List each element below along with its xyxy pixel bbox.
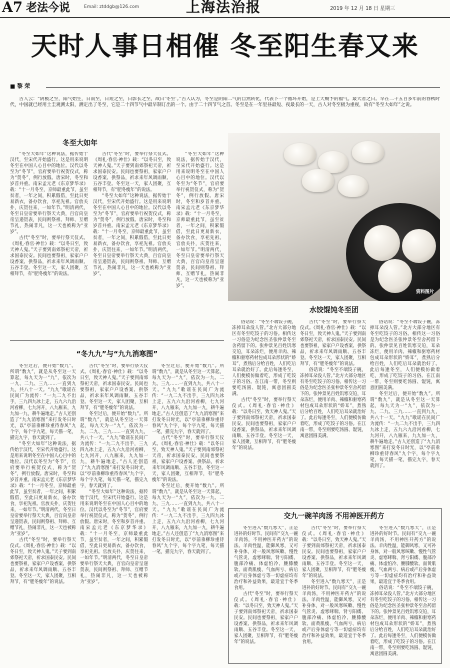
column-text: “冬至大如年”这种说法，据传始于汉代，至宋代开始盛行。这是用来说明冬至在中国人心目中的地位。汉代以冬至为“冬节”，官府要举行祝贺仪式，称为“贺冬”，例行放假。唐宋时，冬至和岁首并重。南宋孟元老《东京梦华录》载：“十一月冬至，京师最重此节，虽至贫者，一年之间，积累假借，至此日更易新衣，备办饮食，享祀先祖。官放关扑，庆贺往来，一如年节。”明清两代，冬至日皇帝要举行祭天大典，百官向皇帝呈递贺表，民间则祭祖、拜师、互赠节礼，热闹非凡，这一天也被称为“亚岁”。 (10, 442, 76, 537)
byline: ■ 黎 荣 (10, 84, 31, 90)
article-column-11 (302, 526, 366, 658)
column-text: “冬至大如年”这种说法，据传始于汉代，至宋代开始盛行。这是用来说明冬至在中国人心目中的地位。汉代以冬至为“冬节”，官府要举行祝贺仪式，称为“贺冬”，例行放假。唐宋时，冬至和岁首并重。南宋孟元老《东京梦华录》载：“十一月冬至，京师最重此节，虽至贫者，一年之间，积累假借，至此日更易新衣，备办饮食，享祀先祖。官放关扑，庆贺往来，一如年节。”明清两代，冬至日皇帝要举行祭天大典，百官向皇帝呈递贺表，民间则祭祖、拜师、互赠节礼，热闹非凡，这一天也被称为“亚岁”。 (80, 490, 148, 585)
section-title-mutton-soup: 交九一碗羊肉汤 不用神医开药方 (283, 512, 385, 520)
column-text: 俗话说：“冬至不端饺子碗，冻掉耳朵没人管。”北方大部分地区有冬至吃饺子的习俗。相传这一习俗是为纪念医圣张仲景冬至舍药留下的。张仲景见百姓饥寒交迫，耳朵冻烂，便用羊肉、辣椒和驱寒药材包成耳朵形状的“娇耳”，煮熟后分给百姓，人们吃后耳朵就治好了。此后每逢冬至，人们便模仿做着吃，形成了吃饺子的习俗。在江南一带，冬至则要吃汤圆、馄饨，寓意团圆美满。 (370, 586, 436, 657)
byline-bar (10, 86, 440, 90)
article-column-10 (234, 526, 298, 658)
tangyuan-ball (364, 225, 400, 261)
column-text: 古代“冬至”时，要举行祭天仪式。《周礼·春官·神仕》载：“以冬日至，致天神人鬼。”天子要到南郊祭祀天帝，祈求国泰民安。民间也要祭祖，家家户户设香案、供祭品，祈求来年风调雨顺、五谷丰登。冬至这一天，家人团聚，互相拜节，有“肥冬瘦年”的说法。 (10, 538, 76, 585)
column-text: 古代“冬至”时，要举行祭天仪式。《周礼·春官·神仕》载：“以冬日至，致天神人鬼。”天子要到南郊祭祀天帝，祈求国泰民安。民间也要祭祖，家家户户设香案、供祭品，祈求来年风调雨顺、五谷丰登。冬至这一天，家人团聚，互相拜节，有“肥冬瘦年”的说法。 (232, 398, 296, 451)
section-title-winter-solstice: 冬至大如年 (62, 139, 98, 147)
column-text: 冬至过后，便开始“数九”。所谓“数九”，就是从冬至这一天算起，每九天为一“九”，依次为一九、二九、三九……一直到九九，共八十一天。“九九”歌谣在民间广为流传：“一九二九不出手，三九四九冰上走，五九六九沿河看柳，七九河开，八九雁来，九九加一九，耕牛遍地走。”古人还创造了“九九消寒图”来打发冬日时光，以“亭前垂柳珍重待春风”九个字，每个字九笔，每天描一笔，描完九字，春天就到了。 (152, 364, 224, 435)
lede-paragraph: 古人云：“阴极之至，阳气始生，日南至，日短之至，日影长之至，故曰‘冬至’。”古人认为，冬至是阴阳二气的自然转化，代表下一个循环开始，是上天赐予的福气。最大者之日。早在二千五百多年前的春秋时代，中国就已经用土圭观测太阳，测定出了冬至，它是二十四节气中最早制订出的一个。由于二十四节气之首。冬至是在一年里昼最短、夜最长的一天，古人对冬至极为重视，故有“冬至大如年”之说。 (10, 97, 440, 108)
column-text: 古代“冬至”时，要举行祭天仪式。《周礼·春官·神仕》载：“以冬日至，致天神人鬼。”天子要到南郊祭祀天帝，祈求国泰民安。民间也要祭祖，家家户户设香案、供祭品，祈求来年风调雨顺、五谷丰登。冬至这一天，家人团聚，互相拜节，有“肥冬瘦年”的说法。 (300, 320, 366, 367)
column-text: 古代“冬至”时，要举行祭天仪式。《周礼·春官·神仕》载：“以冬日至，致天神人鬼。”天子要到南郊祭祀天帝，祈求国泰民安。民间也要祭祖，家家户户设香案、供祭品，祈求来年风调雨顺、五谷丰登。冬至这一天，家人团聚，互相拜节，有“肥冬瘦年”的说法。 (93, 152, 171, 193)
column-text: 古代“冬至”时，要举行祭天仪式。《周礼·春官·神仕》载：“以冬日至，致天神人鬼。”天子要到南郊祭祀天帝，祈求国泰民安。民间也要祭祖，家家户户设香案、供祭品，祈求来年风调雨顺、五谷丰登。冬至这一天，家人团聚，互相拜节，有“肥冬瘦年”的说法。 (10, 236, 88, 277)
email: Email: ztddgb@126.com (84, 5, 140, 10)
dumpling-shape (284, 143, 316, 165)
divider (10, 340, 224, 341)
column-text: 古代“冬至”时，要举行祭天仪式。《周礼·春官·神仕》载：“以冬日至，致天神人鬼。”天子要到南郊祭祀天帝，祈求国泰民安。民间也要祭祖，家家户户设香案、供祭品，祈求来年风调雨顺、五谷丰登。冬至这一天，家人团聚，互相拜节，有“肥冬瘦年”的说法。 (80, 364, 148, 411)
column-text: “冬至大如年”这种说法，据传始于汉代，至宋代开始盛行。这是用来说明冬至在中国人心目中的地位。汉代以冬至为“冬节”，官府要举行祝贺仪式，称为“贺冬”，例行放假。唐宋时，冬至和岁首并重。南宋孟元老《东京梦华录》载：“十一月冬至，京师最重此节，虽至贫者，一年之间，积累假借，至此日更易新衣，备办饮食，享祀先祖。官放关扑，庆贺往来，一如年节。”明清两代，冬至日皇帝要举行祭天大典，百官向皇帝呈递贺表，民间则祭祖、拜师、互赠节礼，热闹非凡，这一天也被称为“亚岁”。 (10, 152, 88, 235)
column-text: “冬至大如年”这种说法，据传始于汉代，至宋代开始盛行。这是用来说明冬至在中国人心目中的地位。汉代以冬至为“冬节”，官府要举行祝贺仪式，称为“贺冬”，例行放假。唐宋时，冬至和岁首并重。南宋孟元老《东京梦华录》载：“十一月冬至，京师最重此节，虽至贫者，一年之间，积累假借，至此日更易新衣，备办饮食，享祀先祖。官放关扑，庆贺往来，一如年节。”明清两代，冬至日皇帝要举行祭天大典，百官向皇帝呈递贺表，民间则祭祖、拜师、互赠节礼，热闹非凡，这一天也被称为“亚岁”。 (93, 194, 171, 277)
article-column-12 (370, 526, 436, 658)
column-text: 俗话说：“冬至不端饺子碗，冻掉耳朵没人管。”北方大部分地区有冬至吃饺子的习俗。相传这一习俗是为纪念医圣张仲景冬至舍药留下的。张仲景见百姓饥寒交迫，耳朵冻烂，便用羊肉、辣椒和驱寒药材包成耳朵形状的“娇耳”，煮熟后分给百姓，人们吃后耳朵就治好了。此后每逢冬至，人们便模仿做着吃，形成了吃饺子的习俗。在江南一带，冬至则要吃汤圆、馄饨，寓意团圆美满。 (232, 320, 296, 397)
newspaper-logo: 上海法治报 (186, 0, 261, 16)
dumpling-shape (338, 175, 368, 197)
column-text: 俗话说：“冬至不端饺子碗，冻掉耳朵没人管。”北方大部分地区有冬至吃饺子的习俗。相传这一习俗是为纪念医圣张仲景冬至舍药留下的。张仲景见百姓饥寒交迫，耳朵冻烂，便用羊肉、辣椒和驱寒药材包成耳朵形状的“娇耳”，煮熟后分给百姓，人们吃后耳朵就治好了。此后每逢冬至，人们便模仿做着吃，形成了吃饺子的习俗。在江南一带，冬至则要吃汤圆、馄饨，寓意团圆美满。 (370, 320, 440, 391)
tangyuan-ball (402, 229, 436, 263)
issue-date: 2019 年 12 月 18 日 星期三 (330, 6, 395, 12)
article-column-8 (300, 320, 366, 506)
section-name: 老法今说 (26, 1, 70, 14)
column-text: 古代“冬至”时，要举行祭天仪式。《周礼·春官·神仕》载：“以冬日至，致天神人鬼。”天子要到南郊祭祀天帝，祈求国泰民安。民间也要祭祖，家家户户设香案、供祭品，祈求来年风调雨顺、五谷丰登。冬至这一天，家人团聚，互相拜节，有“肥冬瘦年”的说法。 (152, 436, 224, 483)
column-text: 冬至进入“数九寒天”，正是进补的好时节。民间有“交九一碗羊肉汤，不用神医开药方”的说法。羊肉性温，能御风寒，又可补身体，对一般风寒咳嗽、慢性气管炎、虚寒哮喘、肾亏阳痿、腹部冷痛、体虚怕冷、腰膝酸软、面黄肌瘦、气血两亏、病后或产后身体虚亏等一切虚症均有治疗和补益效果，最适宜于冬季食用。 (302, 580, 366, 645)
article-column-5 (80, 364, 148, 660)
section-title-nine-nines: “冬九九”与“九九消寒图” (76, 350, 158, 358)
column-text: 古代“冬至”时，要举行祭天仪式。《周礼·春官·神仕》载：“以冬日至，致天神人鬼。”天子要到南郊祭祀天帝，祈求国泰民安。民间也要祭祖，家家户户设香案、供祭品，祈求来年风调雨顺、五谷丰登。冬至这一天，家人团聚，互相拜节，有“肥冬瘦年”的说法。 (234, 592, 298, 645)
article-column-2 (93, 152, 171, 334)
page-number: A7 (2, 0, 23, 16)
article-column-6 (152, 364, 224, 660)
section-title-dumplings: 水饺馄饨冬至团 (309, 306, 359, 314)
masthead (0, 0, 450, 18)
column-text: 冬至过后，便开始“数九”。所谓“数九”，就是从冬至这一天算起，每九天为一“九”，依次为一九、二九、三九……一直到九九，共八十一天。“九九”歌谣在民间广为流传：“一九二九不出手，三九四九冰上走，五九六九沿河看柳，七九河开，八九雁来，九九加一九，耕牛遍地走。”古人还创造了“九九消寒图”来打发冬日时光，以“亭前垂柳珍重待春风”九个字，每个字九笔，每天描一笔，描完九字，春天就到了。 (10, 364, 76, 441)
column-text: 古代“冬至”时，要举行祭天仪式。《周礼·春官·神仕》载：“以冬日至，致天神人鬼。”天子要到南郊祭祀天帝，祈求国泰民安。民间也要祭祖，家家户户设香案、供祭品，祈求来年风调雨顺、五谷丰登。冬至这一天，家人团聚，互相拜节，有“肥冬瘦年”的说法。 (302, 526, 366, 579)
dumpling-shape (302, 169, 334, 192)
column-text: 冬至进入“数九寒天”，正是进补的好时节。民间有“交九一碗羊肉汤，不用神医开药方”的说法。羊肉性温，能御风寒，又可补身体，对一般风寒咳嗽、慢性气管炎、虚寒哮喘、肾亏阳痿、腹部冷痛、体虚怕冷、腰膝酸软、面黄肌瘦、气血两亏、病后或产后身体虚亏等一切虚症均有治疗和补益效果，最适宜于冬季食用。 (234, 526, 298, 591)
article-column-1 (10, 152, 88, 334)
column-text: 冬至过后，便开始“数九”。所谓“数九”，就是从冬至这一天算起，每九天为一“九”，依次为一九、二九、三九……一直到九九，共八十一天。“九九”歌谣在民间广为流传：“一九二九不出手，三九四九冰上走，五九六九沿河看柳，七九河开，八九雁来，九九加一九，耕牛遍地走。”古人还创造了“九九消寒图”来打发冬日时光，以“亭前垂柳珍重待春风”九个字，每个字九笔，每天描一笔，描完九字，春天就到了。 (152, 484, 224, 555)
article-column-9 (370, 320, 440, 506)
article-column-7 (232, 320, 296, 506)
article-column-4 (10, 364, 76, 660)
column-text: 冬至过后，便开始“数九”。所谓“数九”，就是从冬至这一天算起，每九天为一“九”，依次为一九、二九、三九……一直到九九，共八十一天。“九九”歌谣在民间广为流传：“一九二九不出手，三九四九冰上走，五九六九沿河看柳，七九河开，八九雁来，九九加一九，耕牛遍地走。”古人还创造了“九九消寒图”来打发冬日时光，以“亭前垂柳珍重待春风”九个字，每个字九笔，每天描一笔，描完九字，春天就到了。 (80, 412, 148, 489)
column-text: “冬至大如年”这种说法，据传始于汉代，至宋代开始盛行。这是用来说明冬至在中国人心目中的地位。汉代以冬至为“冬节”，官府要举行祝贺仪式，称为“贺冬”，例行放假。唐宋时，冬至和岁首并重。南宋孟元老《东京梦华录》载：“十一月冬至，京师最重此节，虽至贫者，一年之间，积累假借，至此日更易新衣，备办饮食，享祀先祖。官放关扑，庆贺往来，一如年节。”明清两代，冬至日皇帝要举行祭天大典，百官向皇帝呈递贺表，民间则祭祖、拜师、互赠节礼，热闹非凡，这一天也被称为“亚岁”。 (176, 152, 224, 289)
column-text: 俗话说：“冬至不端饺子碗，冻掉耳朵没人管。”北方大部分地区有冬至吃饺子的习俗。相传这一习俗是为纪念医圣张仲景冬至舍药留下的。张仲景见百姓饥寒交迫，耳朵冻烂，便用羊肉、辣椒和驱寒药材包成耳朵形状的“娇耳”，煮熟后分给百姓，人们吃后耳朵就治好了。此后每逢冬至，人们便模仿做着吃，形成了吃饺子的习俗。在江南一带，冬至则要吃汤圆、馄饨，寓意团圆美满。 (300, 368, 366, 439)
column-text: 冬至进入“数九寒天”，正是进补的好时节。民间有“交九一碗羊肉汤，不用神医开药方”的说法。羊肉性温，能御风寒，又可补身体，对一般风寒咳嗽、慢性气管炎、虚寒哮喘、肾亏阳痿、腹部冷痛、体虚怕冷、腰膝酸软、面黄肌瘦、气血两亏、病后或产后身体虚亏等一切虚症均有治疗和补益效果，最适宜于冬季食用。 (370, 526, 436, 585)
byline-rule (46, 87, 440, 88)
dumpling-shape (352, 141, 384, 163)
column-text: 冬至过后，便开始“数九”。所谓“数九”，就是从冬至这一天算起，每九天为一“九”，依次为一九、二九、三九……一直到九九，共八十一天。“九九”歌谣在民间广为流传：“一九二九不出手，三九四九冰上走，五九六九沿河看柳，七九河开，八九雁来，九九加一九，耕牛遍地走。”古人还创造了“九九消寒图”来打发冬日时光，以“亭前垂柳珍重待春风”九个字，每个字九笔，每天描一笔，描完九字，春天就到了。 (370, 392, 440, 469)
headline: 天时人事日相催 冬至阳生春又来 (30, 32, 420, 62)
dumplings-photo (228, 133, 440, 301)
article-column-3 (176, 152, 224, 334)
tangyuan-ball (378, 259, 412, 293)
photo-credit: 资料图片 (416, 290, 434, 295)
tangyuan-bowl (346, 203, 440, 301)
